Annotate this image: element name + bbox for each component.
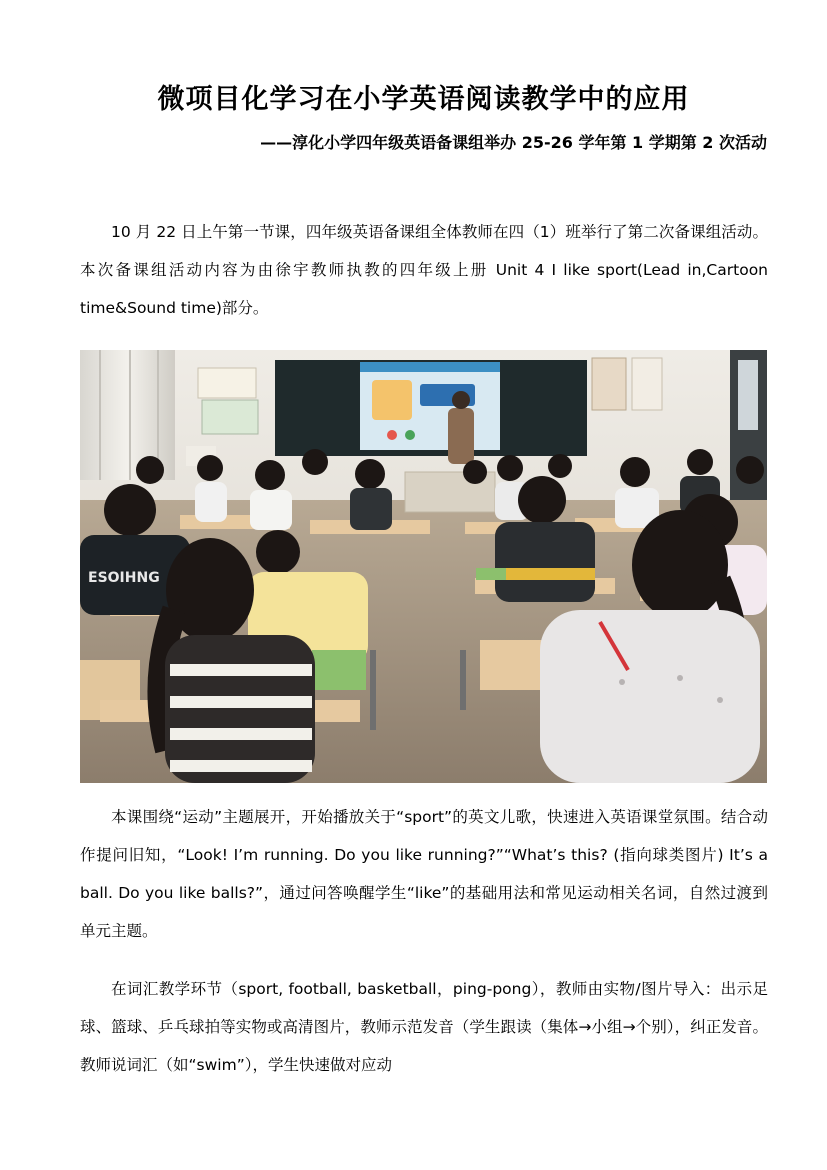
document-subtitle: ——淳化小学四年级英语备课组举办 25-26 学年第 1 学期第 2 次活动 bbox=[260, 133, 767, 152]
paragraph-lead-in: 本课围绕“运动”主题展开，开始播放关于“sport”的英文儿歌，快速进入英语课堂氛围。结合动作提问旧知，“Look! I’m running. Do you like running?”“What’s this? (指向球类图片) It’s a ball. Do you like balls?”，通过问答唤醒学生“like”的基础用法和常见运动相关名词，自然过渡到单元主题。 bbox=[80, 808, 768, 940]
jacket-text: ESOIHNG bbox=[88, 570, 160, 586]
classroom-photo bbox=[80, 350, 767, 783]
paragraph-vocabulary: 在词汇教学环节（sport, football, basketball，ping-pong），教师由实物/图片导入：出示足球、篮球、乒乓球拍等实物或高清图片，教师示范发音（学生跟读（集体→小组→个别），纠正发音。教师说词汇（如“swim”），学生快速做对应动 bbox=[80, 980, 768, 1074]
document-title: 微项目化学习在小学英语阅读教学中的应用 bbox=[157, 84, 690, 115]
paragraph-intro: 10 月 22 日上午第一节课，四年级英语备课组全体教师在四（1）班举行了第二次备课组活动。本次备课组活动内容为由徐宇教师执教的四年级上册 Unit 4 I like sport(Lead in,Cartoon time&Sound time)部分。 bbox=[80, 223, 768, 317]
